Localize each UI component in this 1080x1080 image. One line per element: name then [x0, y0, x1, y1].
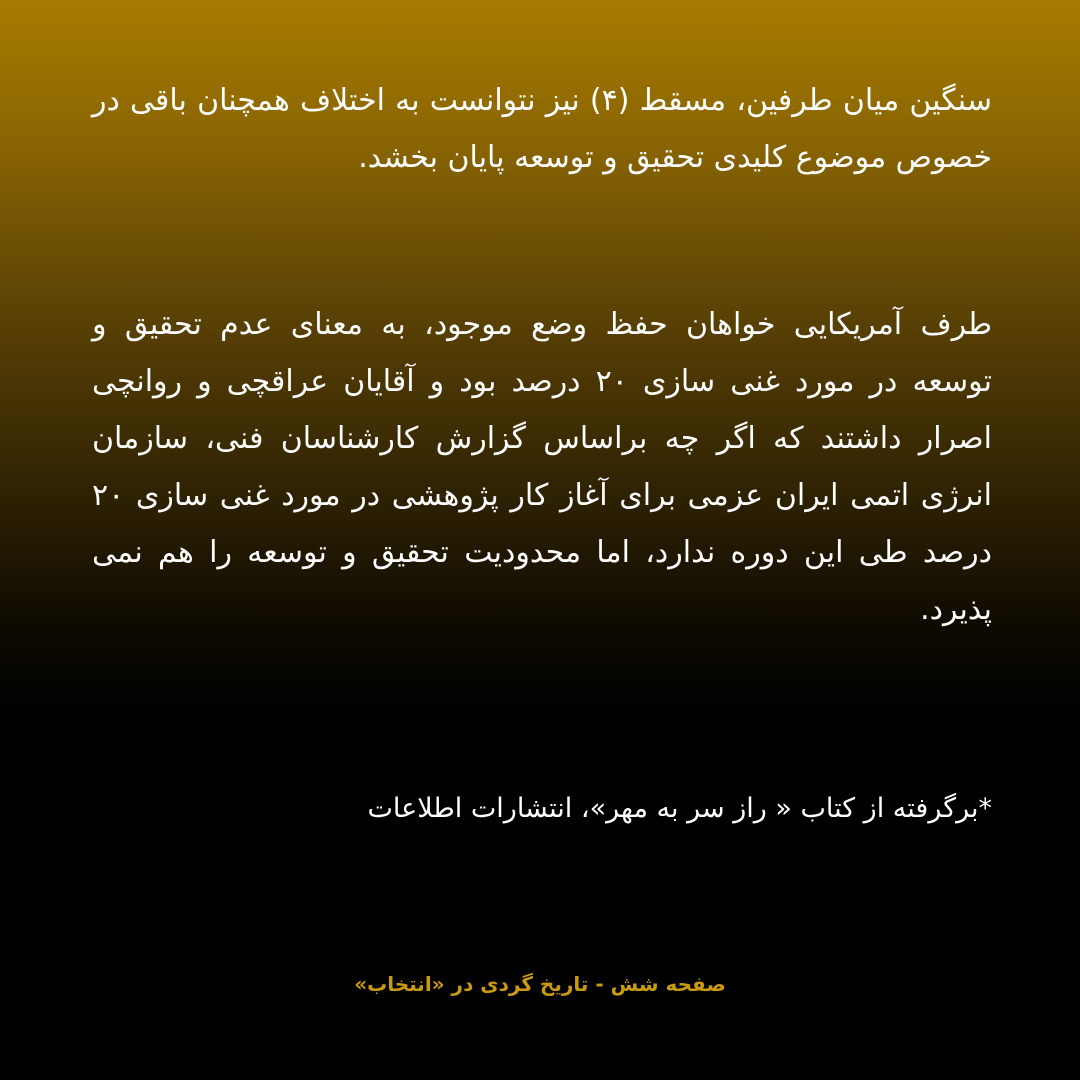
- footer-caption: صفحه شش - تاریخ گردی در «انتخاب»: [354, 972, 726, 996]
- source-note: *برگرفته از کتاب « راز سر به مهر»، انتشارات اطلاعات: [367, 793, 992, 824]
- paragraph-1: سنگین میان طرفین، مسقط (۴) نیز نتوانست به اختلاف همچنان باقی در خصوص موضوع کلیدی تحقیق و توسعه پایان بخشد.: [92, 83, 992, 175]
- paragraph-2: طرف آمریکایی خواهان حفظ وضع موجود، به معنای عدم تحقیق و توسعه در مورد غنی سازی ۲۰ درصد بود و آقایان عراقچی و روانچی اصرار داشتند که اگر چه براساس گزارش کارشناسان فنی، سازمان انرژی اتمی ایران عزمی برای آغاز کار پژوهشی در مورد غنی سازی ۲۰ درصد طی این دوره ندارد، اما محدودیت تحقیق و توسعه را هم نمی پذیرد.: [92, 307, 992, 627]
